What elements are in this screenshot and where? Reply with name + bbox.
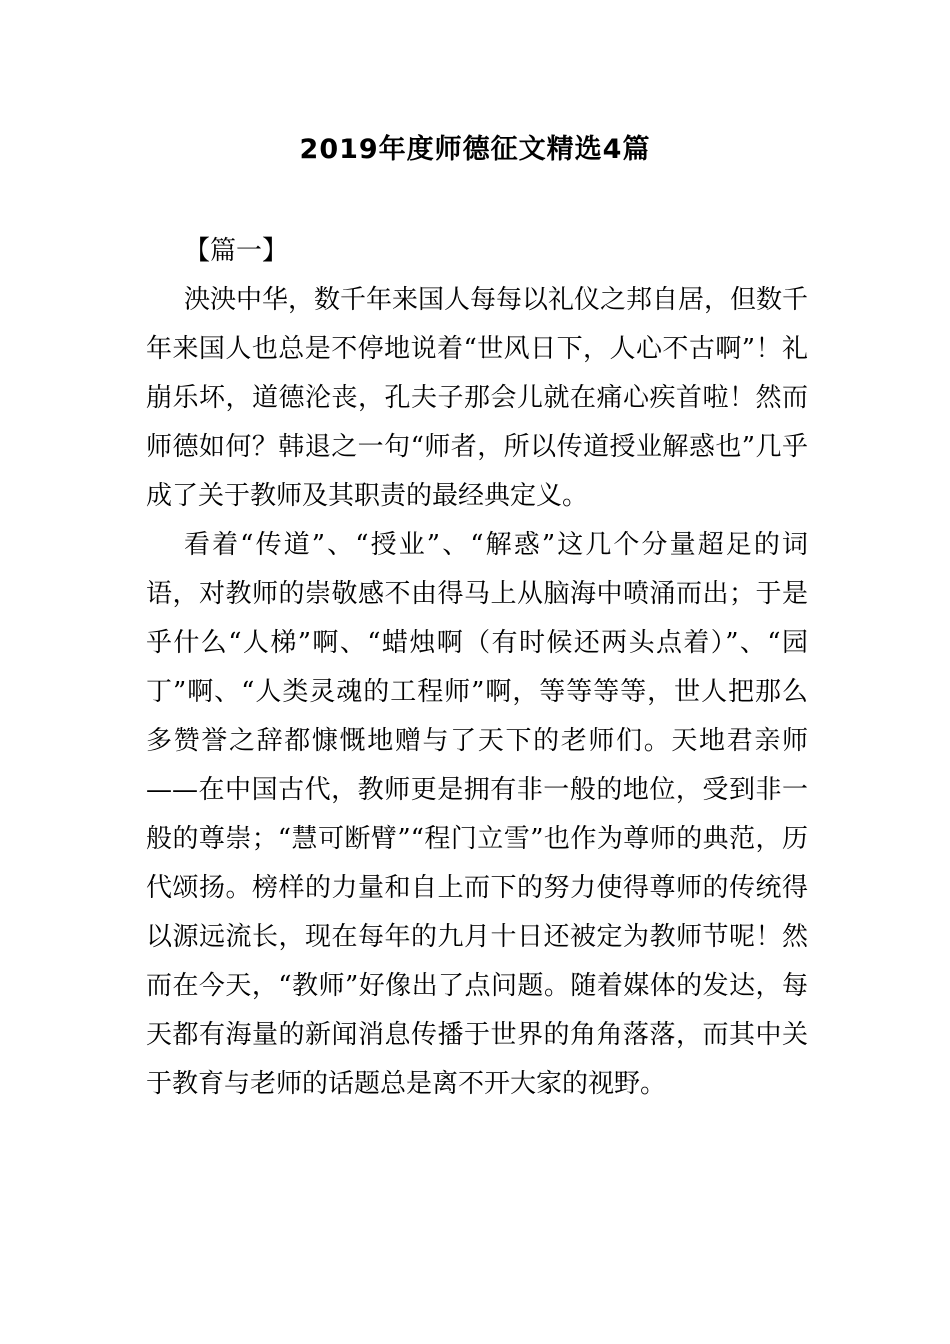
document-body [146, 227, 808, 1109]
paragraph-2: 看着“传道”、“授业”、“解惑”这几个分量超足的词语，对教师的崇敬感不由得马上从脑海中喷涌而出；于是乎什么“人梯”啊、“蜡烛啊（有时候还两头点着）”、“园丁”啊、“人类灵魂的工程师”啊，等等等等，世人把那么多赞誉之辞都慷慨地赠与了天下的老师们。天地君亲师——在中国古代，教师更是拥有非一般的地位，受到非一般的尊崇；“慧可断臂”“程门立雪”也作为尊师的典范，历代颂扬。榜样的力量和自上而下的努力使得尊师的传统得以源远流长，现在每年的九月十日还被定为教师节呢！然而在今天，“教师”好像出了点问题。随着媒体的发达，每天都有海量的新闻消息传播于世界的角角落落，而其中关于教育与老师的话题总是离不开大家的视野。 [146, 530, 808, 1099]
section-label: 【篇一】 [184, 236, 289, 266]
paragraph-1: 泱泱中华，数千年来国人每每以礼仪之邦自居，但数千年来国人也总是不停地说着“世风日下，人心不古啊”！礼崩乐坏，道德沦丧，孔夫子那会儿就在痛心疾首啦！然而师德如何？韩退之一句“师者，所以传道授业解惑也”几乎成了关于教师及其职责的最经典定义。 [146, 285, 809, 511]
document-title: 2019年度师德征文精选4篇 [299, 134, 651, 165]
